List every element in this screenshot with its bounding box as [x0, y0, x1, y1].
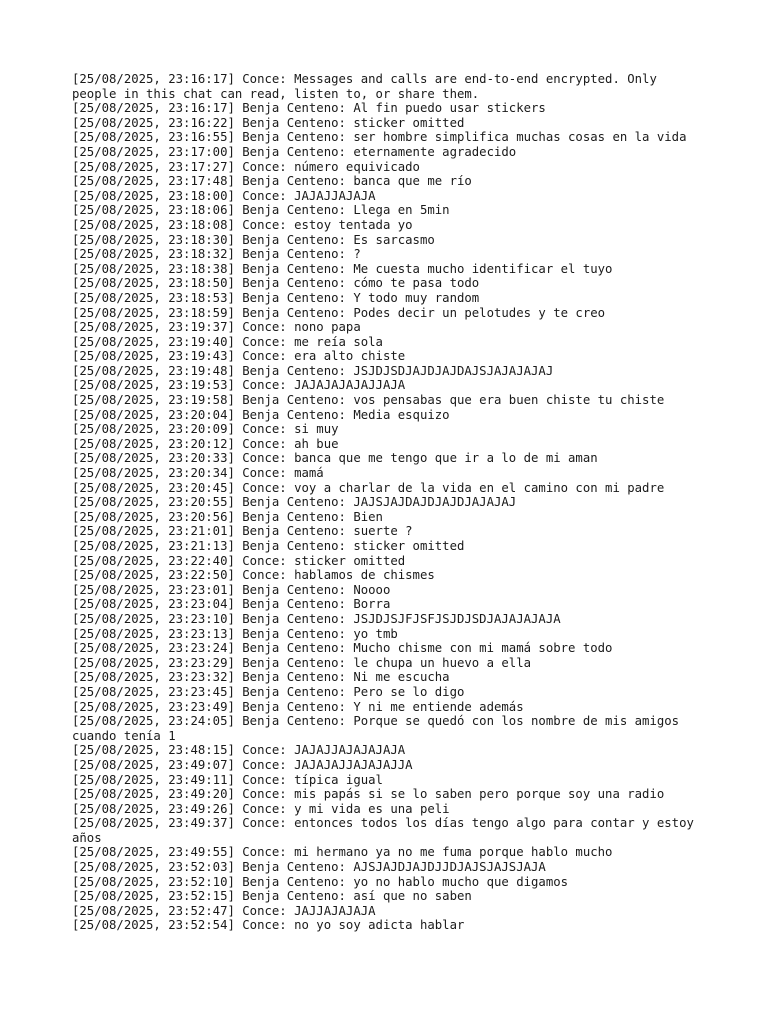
chat-message-line: [25/08/2025, 23:16:22] Benja Centeno: sticker omitted [72, 115, 465, 130]
chat-message-line: [25/08/2025, 23:23:10] Benja Centeno: JSJDJSJFJSFJSJDJSDJAJAJAJAJA [72, 611, 561, 626]
chat-message-line: [25/08/2025, 23:17:48] Benja Centeno: banca que me río [72, 174, 472, 189]
chat-message-line: [25/08/2025, 23:49:55] Conce: mi hermano ya no me fuma porque hablo mucho [72, 845, 613, 860]
chat-message-line: [25/08/2025, 23:17:27] Conce: número equivicado [72, 159, 420, 174]
chat-message-line: [25/08/2025, 23:18:38] Benja Centeno: Me cuesta mucho identificar el tuyo [72, 261, 613, 276]
chat-message-line: [25/08/2025, 23:22:40] Conce: sticker omitted [72, 553, 406, 568]
chat-message-line: [25/08/2025, 23:16:55] Benja Centeno: ser hombre simplifica muchas cosas en la vida [72, 130, 687, 145]
chat-message-line: [25/08/2025, 23:19:40] Conce: me reía sola [72, 334, 383, 349]
chat-message-line: [25/08/2025, 23:18:59] Benja Centeno: Podes decir un pelotudes y te creo [72, 305, 606, 320]
chat-message-line: [25/08/2025, 23:18:30] Benja Centeno: Es sarcasmo [72, 232, 435, 247]
chat-message-line: [25/08/2025, 23:16:17] Benja Centeno: Al fin puedo usar stickers [72, 101, 546, 116]
chat-message-line: [25/08/2025, 23:19:48] Benja Centeno: JSJDJSDJAJDJAJDAJSJAJAJAJAJ [72, 363, 554, 378]
chat-message-line: [25/08/2025, 23:20:12] Conce: ah bue [72, 436, 339, 451]
chat-message-line: [25/08/2025, 23:48:15] Conce: JAJAJJAJAJAJAJA [72, 743, 406, 758]
chat-message-line: [25/08/2025, 23:21:13] Benja Centeno: sticker omitted [72, 539, 465, 553]
chat-message-line: [25/08/2025, 23:49:07] Conce: JAJAJAJJAJAJAJJA [72, 757, 413, 772]
chat-message-line: [25/08/2025, 23:23:32] Benja Centeno: Ni me escucha [72, 670, 450, 685]
chat-message-line: [25/08/2025, 23:52:10] Benja Centeno: yo no hablo mucho que digamos [72, 874, 569, 889]
chat-transcript [72, 72, 702, 933]
chat-message-line: [25/08/2025, 23:49:20] Conce: mis papás si se lo saben pero porque soy una radio [72, 787, 665, 802]
chat-message-line: [25/08/2025, 23:18:50] Benja Centeno: cómo te pasa todo [72, 276, 480, 291]
chat-message-line: [25/08/2025, 23:18:00] Conce: JAJAJJAJAJA [72, 188, 376, 203]
chat-message-line: [25/08/2025, 23:18:06] Benja Centeno: Llega en 5min [72, 203, 450, 218]
chat-message-line: [25/08/2025, 23:19:58] Benja Centeno: vos pensabas que era buen chiste tu chiste [72, 393, 665, 408]
chat-message-line: [25/08/2025, 23:16:17] Conce: Messages and calls are end-to-end encrypted. Only people in this chat can read, listen to, or share them. [72, 72, 665, 101]
chat-message-line: [25/08/2025, 23:20:56] Benja Centeno: Bien [72, 509, 383, 524]
chat-message-line: [25/08/2025, 23:52:03] Benja Centeno: AJSJAJDJAJDJJDJAJSJAJSJAJA [72, 860, 546, 875]
chat-message-line: [25/08/2025, 23:52:15] Benja Centeno: así que no saben [72, 889, 472, 904]
chat-message-line: [25/08/2025, 23:20:45] Conce: voy a charlar de la vida en el camino con mi padre [72, 480, 665, 495]
chat-message-line: [25/08/2025, 23:23:49] Benja Centeno: Y ni me entiende además [72, 699, 524, 714]
chat-message-line: [25/08/2025, 23:19:37] Conce: nono papa [72, 320, 361, 335]
chat-message-line: [25/08/2025, 23:23:01] Benja Centeno: Noooo [72, 582, 391, 597]
chat-message-line: [25/08/2025, 23:20:09] Conce: si muy [72, 422, 339, 437]
chat-message-line: [25/08/2025, 23:22:50] Conce: hablamos de chismes [72, 568, 435, 583]
chat-message-line: [25/08/2025, 23:19:53] Conce: JAJAJAJAJAJJAJA [72, 378, 406, 393]
chat-message-line: [25/08/2025, 23:20:33] Conce: banca que me tengo que ir a lo de mi aman [72, 451, 598, 466]
chat-message-line: [25/08/2025, 23:20:04] Benja Centeno: Media esquizo [72, 407, 450, 422]
chat-message-line: [25/08/2025, 23:20:55] Benja Centeno: JAJSJAJDAJDJAJDJAJAJAJ [72, 495, 517, 510]
chat-message-line: [25/08/2025, 23:52:47] Conce: JAJJAJAJAJA [72, 903, 376, 918]
chat-message-line: [25/08/2025, 23:21:01] Benja Centeno: suerte ? [72, 524, 413, 539]
chat-message-line: [25/08/2025, 23:23:24] Benja Centeno: Mucho chisme con mi mamá sobre todo [72, 641, 613, 656]
chat-message-line: [25/08/2025, 23:19:43] Conce: era alto chiste [72, 349, 406, 364]
chat-message-line: [25/08/2025, 23:23:04] Benja Centeno: Borra [72, 597, 391, 612]
chat-message-line: [25/08/2025, 23:23:13] Benja Centeno: yo tmb [72, 626, 398, 641]
chat-message-line: [25/08/2025, 23:20:34] Conce: mamá [72, 466, 324, 481]
chat-message-line: [25/08/2025, 23:18:53] Benja Centeno: Y todo muy random [72, 290, 480, 305]
chat-message-line: [25/08/2025, 23:49:26] Conce: y mi vida es una peli [72, 801, 450, 816]
chat-message-line: [25/08/2025, 23:52:54] Conce: no yo soy adicta hablar [72, 918, 465, 933]
chat-message-line: [25/08/2025, 23:49:11] Conce: típica igual [72, 772, 383, 787]
chat-message-line: [25/08/2025, 23:18:08] Conce: estoy tentada yo [72, 217, 413, 232]
chat-message-line: [25/08/2025, 23:18:32] Benja Centeno: ? [72, 247, 361, 262]
chat-message-line: [25/08/2025, 23:49:37] Conce: entonces todos los días tengo algo para contar y estoy años [72, 816, 702, 845]
chat-message-line: [25/08/2025, 23:23:29] Benja Centeno: le chupa un huevo a ella [72, 655, 532, 670]
chat-message-line: [25/08/2025, 23:17:00] Benja Centeno: eternamente agradecido [72, 144, 517, 159]
chat-message-line: [25/08/2025, 23:24:05] Benja Centeno: Porque se quedó con los nombre de mis amigos cuando tenía 1 [72, 714, 687, 743]
chat-message-line: [25/08/2025, 23:23:45] Benja Centeno: Pero se lo digo [72, 684, 465, 699]
